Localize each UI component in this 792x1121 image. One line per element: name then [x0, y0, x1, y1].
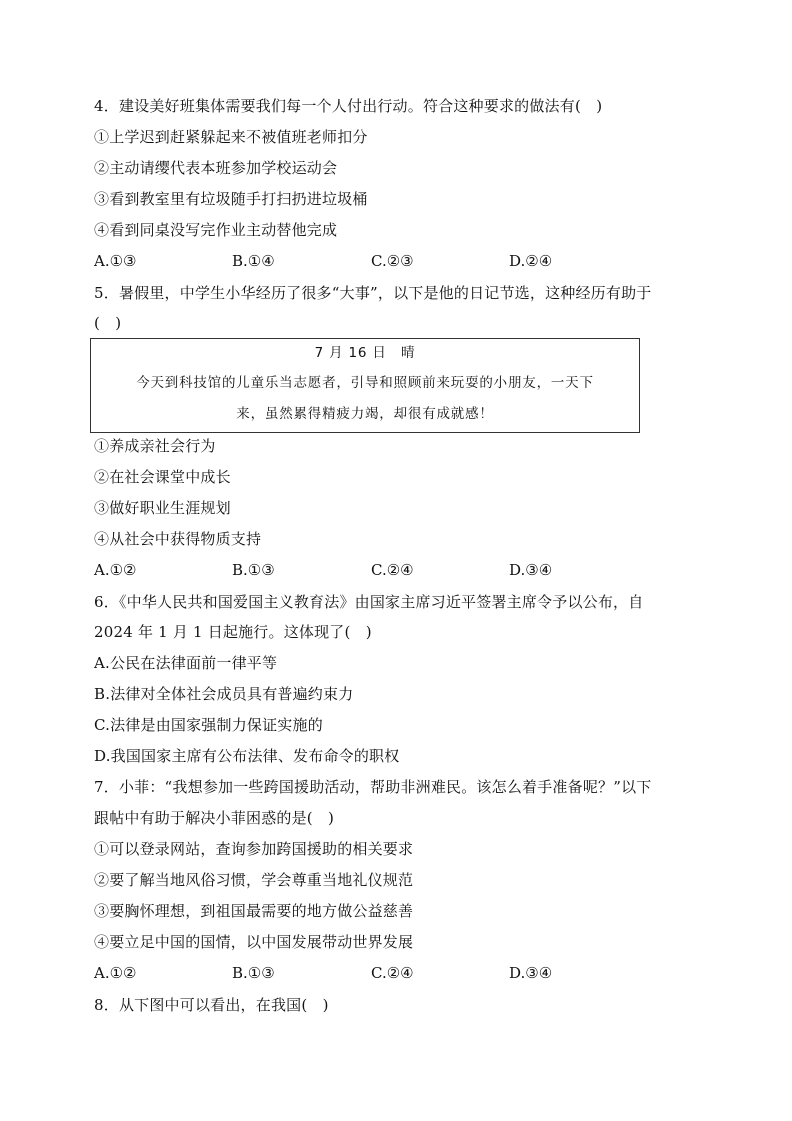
q4-option-c[interactable]: C.②③ — [371, 252, 414, 270]
q4-options — [94, 251, 694, 271]
q7-item-2: ②要了解当地风俗习惯，学会尊重当地礼仪规范 — [94, 871, 414, 889]
diary-line-2: 来，虽然累得精疲力竭，却很有成就感！ — [236, 406, 494, 422]
q7-item-1: ①可以登录网站，查询参加跨国援助的相关要求 — [94, 840, 414, 858]
q5-item-3: ③做好职业生涯规划 — [94, 499, 231, 517]
q6-choice-c[interactable]: C.法律是由国家强制力保证实施的 — [94, 716, 323, 734]
q4-stem: 4．建设美好班集体需要我们每一个人付出行动。符合这种要求的做法有( ) — [94, 97, 603, 115]
diary-date: 7 月 16 日 晴 — [314, 345, 416, 361]
q5-option-c[interactable]: C.②④ — [371, 561, 414, 579]
q4-item-3: ③看到教室里有垃圾随手打扫扔进垃圾桶 — [94, 190, 368, 208]
q5-option-d[interactable]: D.③④ — [509, 561, 553, 579]
q5-option-a[interactable]: A.①② — [94, 561, 137, 579]
q5-option-b[interactable]: B.①③ — [232, 561, 275, 579]
q7-option-a[interactable]: A.①② — [94, 964, 137, 982]
q5-item-1: ①养成亲社会行为 — [94, 437, 216, 455]
q6-stem-line-1: 6．《中华人民共和国爱国主义教育法》由国家主席习近平签署主席令予以公布，自 — [94, 593, 644, 611]
q4-item-2: ②主动请缨代表本班参加学校运动会 — [94, 159, 338, 177]
q4-option-a[interactable]: A.①③ — [94, 252, 137, 270]
q4-option-b[interactable]: B.①④ — [232, 252, 275, 270]
q5-item-4: ④从社会中获得物质支持 — [94, 530, 262, 548]
q7-item-4: ④要立足中国的国情，以中国发展带动世界发展 — [94, 933, 414, 951]
q5-item-2: ②在社会课堂中成长 — [94, 468, 231, 486]
diary-line-1: 今天到科技馆的儿童乐当志愿者，引导和照顾前来玩耍的小朋友，一天下 — [136, 375, 594, 391]
q6-choice-b[interactable]: B.法律对全体社会成员具有普遍约束力 — [94, 685, 354, 703]
q5-stem-line-1: 5．暑假里，中学生小华经历了很多“大事”，以下是他的日记节选，这种经历有助于 — [94, 284, 652, 302]
q6-choice-d[interactable]: D.我国国家主席有公布法律、发布命令的职权 — [94, 747, 400, 765]
q6-choice-a[interactable]: A.公民在法律面前一律平等 — [94, 654, 278, 672]
q7-item-3: ③要胸怀理想，到祖国最需要的地方做公益慈善 — [94, 902, 414, 920]
q4-item-4: ④看到同桌没写完作业主动替他完成 — [94, 221, 338, 239]
q7-options — [94, 963, 694, 983]
q4-item-1: ①上学迟到赶紧躲起来不被值班老师扣分 — [94, 128, 368, 146]
q6-stem-line-2: 2024 年 1 月 1 日起施行。这体现了( ) — [94, 623, 372, 641]
q7-stem-line-2: 跟帖中有助于解决小菲困惑的是( ) — [94, 809, 335, 827]
q7-option-c[interactable]: C.②④ — [371, 964, 414, 982]
q7-stem-line-1: 7．小菲：“我想参加一些跨国援助活动，帮助非洲难民。该怎么着手准备呢？”以下 — [94, 778, 652, 796]
q4-option-d[interactable]: D.②④ — [509, 252, 553, 270]
q5-stem-line-2: ( ) — [94, 314, 122, 332]
q8-stem: 8．从下图中可以看出，在我国( ) — [94, 996, 329, 1014]
q7-option-d[interactable]: D.③④ — [509, 964, 553, 982]
q7-option-b[interactable]: B.①③ — [232, 964, 275, 982]
diary-excerpt-box — [90, 338, 640, 433]
q5-options — [94, 560, 694, 580]
